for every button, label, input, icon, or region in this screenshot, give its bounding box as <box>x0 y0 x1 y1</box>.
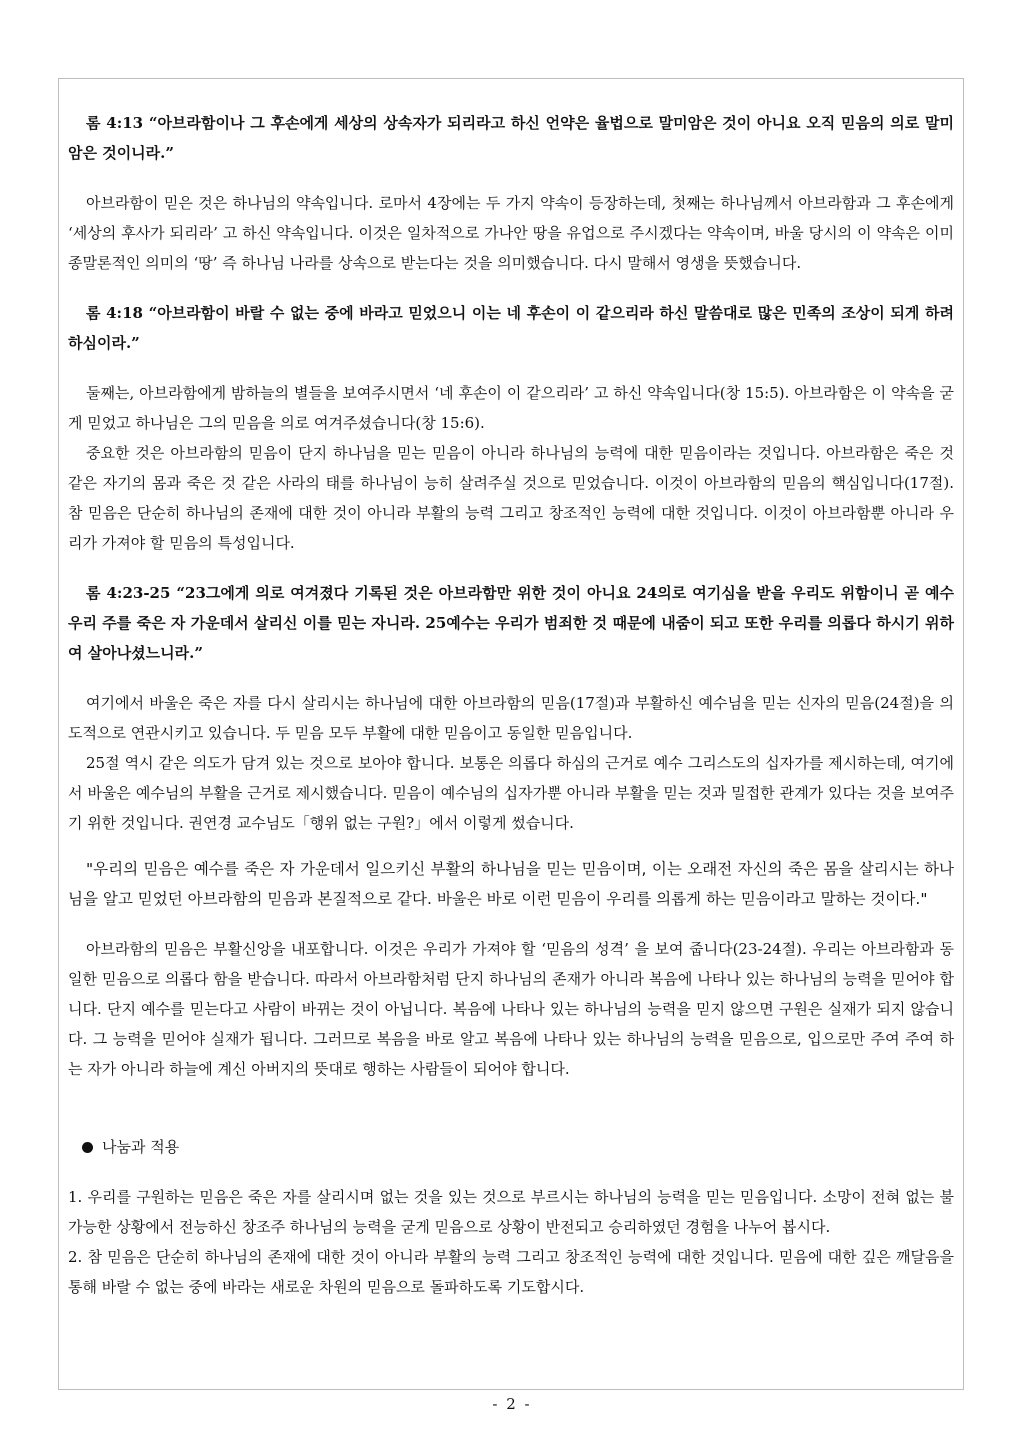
application-item: 2. 참 믿음은 단순히 하나님의 존재에 대한 것이 아니라 부활의 능력 그리고 창조적인 능력에 대한 것입니다. 믿음에 대한 깊은 깨달음을 통해 바랄 수 없는 중에 바라는 새로운 차원의 믿음으로 돌파하도록 기도합시다. <box>68 1248 954 1296</box>
body-paragraph-1: 아브라함이 믿은 것은 하나님의 약속입니다. 로마서 4장에는 두 가지 약속이 등장하는데, 첫째는 하나님께서 아브라함과 그 후손에게 ‘세상의 후사가 되리라’ 고 하신 약속입니다. 이것은 일차적으로 가나안 땅을 유업으로 주시겠다는 약속이며, 바울 당시의 이 약속은 이미 종말론적인 의미의 ‘땅’ 즉 하나님 나라를 상속으로 받는다는 것을 의미했습니다. 다시 말해서 영생을 뜻했습니다. <box>68 194 954 272</box>
page-number: - 2 - <box>492 1395 532 1413</box>
block-quote: "우리의 믿음은 예수를 죽은 자 가운데서 일으키신 부활의 하나님을 믿는 믿음이며, 이는 오래전 자신의 죽은 몸을 살리시는 하나님을 알고 믿었던 아브라함의 믿음과 본질적으로 같다. 바울은 바로 이런 믿음이 우리를 의롭게 하는 믿음이라고 말하는 것이다." <box>68 860 954 908</box>
bullet-icon <box>82 1142 93 1153</box>
section-title: 나눔과 적용 <box>102 1138 180 1156</box>
application-item: 1. 우리를 구원하는 믿음은 죽은 자를 살리시며 없는 것을 있는 것으로 부르시는 하나님의 능력을 믿는 믿음입니다. 소망이 전혀 없는 불가능한 상황에서 전능하신 창조주 하나님의 능력을 굳게 믿음으로 상황이 반전되고 승리하였던 경험을 나누어 봅시다. <box>68 1188 954 1236</box>
body-paragraph-5: 25절 역시 같은 의도가 담겨 있는 것으로 보아야 합니다. 보통은 의롭다 하심의 근거로 예수 그리스도의 십자가를 제시하는데, 여기에서 바울은 예수님의 부활을 근거로 제시했습니다. 믿음이 예수님의 십자가뿐 아니라 부활을 믿는 것과 밀접한 관계가 있다는 것을 보여주기 위한 것입니다. 권연경 교수님도「행위 없는 구원?」에서 이렇게 썼습니다. <box>68 754 954 832</box>
verse-romans-4-18: 롬 4:18 “아브라함이 바랄 수 없는 중에 바라고 믿었으니 이는 네 후손이 이 같으리라 하신 말씀대로 많은 민족의 조상이 되게 하려 하심이라.” <box>68 304 954 352</box>
section-heading <box>68 1132 954 1162</box>
body-paragraph-6: 아브라함의 믿음은 부활신앙을 내포합니다. 이것은 우리가 가져야 할 ‘믿음의 성격’ 을 보여 줍니다(23-24절). 우리는 아브라함과 동일한 믿음으로 의롭다 함을 받습니다. 따라서 아브라함처럼 단지 하나님의 존재가 아니라 복음에 나타나 있는 하나님의 능력을 믿어야 합니다. 단지 예수를 믿는다고 사람이 바뀌는 것이 아닙니다. 복음에 나타나 있는 하나님의 능력을 믿지 않으면 구원은 실재가 되지 않습니다. 그 능력을 믿어야 실재가 됩니다. 그러므로 복음을 바로 알고 복음에 나타나 있는 하나님의 능력을 믿음으로, 입으로만 주여 주여 하는 자가 아니라 하늘에 계신 아버지의 뜻대로 행하는 사람들이 되어야 합니다. <box>68 940 954 1078</box>
body-paragraph-2: 둘째는, 아브라함에게 밤하늘의 별들을 보여주시면서 ‘네 후손이 이 같으리라’ 고 하신 약속입니다(창 15:5). 아브라함은 이 약속을 굳게 믿었고 하나님은 그의 믿음을 의로 여겨주셨습니다(창 15:6). <box>68 384 954 432</box>
verse-romans-4-13: 롬 4:13 “아브라함이나 그 후손에게 세상의 상속자가 되리라고 하신 언약은 율법으로 말미암은 것이 아니요 오직 믿음의 의로 말미암은 것이니라.” <box>68 114 954 162</box>
document-body <box>68 108 954 1302</box>
verse-romans-4-23-25: 롬 4:23-25 “23그에게 의로 여겨졌다 기록된 것은 아브라함만 위한 것이 아니요 24의로 여기심을 받을 우리도 위함이니 곧 예수 우리 주를 죽은 자 가운데서 살리신 이를 믿는 자니라. 25예수는 우리가 범죄한 것 때문에 내줌이 되고 또한 우리를 의롭다 하시기 위하여 살아나셨느니라.” <box>68 584 954 662</box>
body-paragraph-3: 중요한 것은 아브라함의 믿음이 단지 하나님을 믿는 믿음이 아니라 하나님의 능력에 대한 믿음이라는 것입니다. 아브라함은 죽은 것 같은 자기의 몸과 죽은 것 같은 사라의 태를 하나님이 능히 살려주실 것으로 믿었습니다. 이것이 아브라함의 믿음의 핵심입니다(17절). 참 믿음은 단순히 하나님의 존재에 대한 것이 아니라 부활의 능력 그리고 창조적인 능력에 대한 것입니다. 이것이 아브라함뿐 아니라 우리가 가져야 할 믿음의 특성입니다. <box>68 444 954 552</box>
body-paragraph-4: 여기에서 바울은 죽은 자를 다시 살리시는 하나님에 대한 아브라함의 믿음(17절)과 부활하신 예수님을 믿는 신자의 믿음(24절)을 의도적으로 연관시키고 있습니다. 두 믿음 모두 부활에 대한 믿음이고 동일한 믿음입니다. <box>68 694 954 742</box>
